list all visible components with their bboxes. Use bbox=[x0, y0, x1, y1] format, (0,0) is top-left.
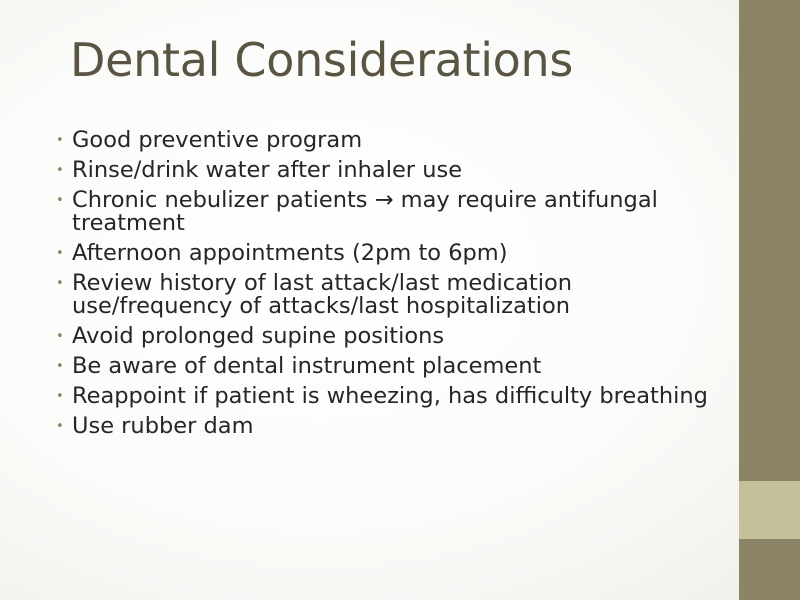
bullet-icon: • bbox=[56, 163, 64, 178]
bullet-icon: • bbox=[56, 329, 64, 344]
bullet-item bbox=[56, 385, 724, 408]
bullet-text: Chronic nebulizer patients → may require antifungal treatment bbox=[72, 187, 658, 236]
slide-title: Dental Considerations bbox=[70, 33, 574, 87]
sidebar-accent-block bbox=[739, 481, 800, 539]
bullet-icon: • bbox=[56, 276, 64, 291]
bullet-icon: • bbox=[56, 419, 64, 434]
bullet-icon: • bbox=[56, 389, 64, 404]
bullet-list bbox=[56, 129, 724, 445]
bullet-item bbox=[56, 159, 724, 182]
bullet-icon: • bbox=[56, 193, 64, 208]
bullet-item bbox=[56, 189, 724, 235]
bullet-text: Good preventive program bbox=[72, 127, 363, 153]
bullet-text: Rinse/drink water after inhaler use bbox=[72, 157, 463, 183]
bullet-icon: • bbox=[56, 359, 64, 374]
bullet-item bbox=[56, 272, 724, 318]
bullet-item bbox=[56, 242, 724, 265]
bullet-icon: • bbox=[56, 246, 64, 261]
bullet-text: Use rubber dam bbox=[72, 413, 254, 439]
bullet-item bbox=[56, 355, 724, 378]
bullet-item bbox=[56, 415, 724, 438]
bullet-item bbox=[56, 325, 724, 348]
bullet-text: Reappoint if patient is wheezing, has difficulty breathing bbox=[72, 383, 708, 409]
bullet-text: Avoid prolonged supine positions bbox=[72, 323, 445, 349]
bullet-text: Be aware of dental instrument placement bbox=[72, 353, 542, 379]
bullet-text: Review history of last attack/last medication use/frequency of attacks/last hospitalization bbox=[72, 270, 573, 319]
bullet-text: Afternoon appointments (2pm to 6pm) bbox=[72, 240, 508, 266]
bullet-item bbox=[56, 129, 724, 152]
bullet-icon: • bbox=[56, 133, 64, 148]
